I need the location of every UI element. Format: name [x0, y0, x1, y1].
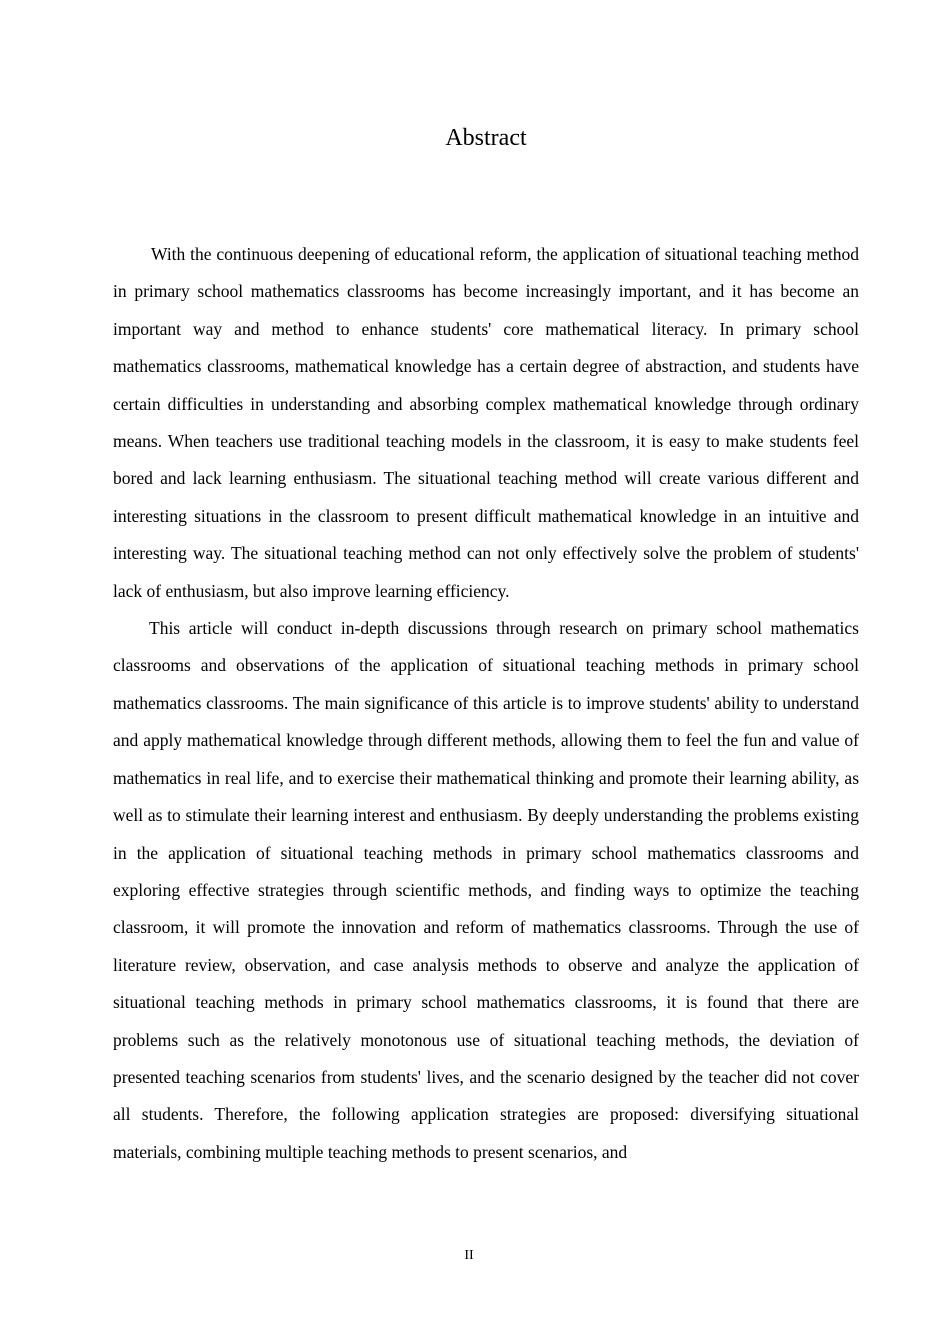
- abstract-body: [113, 236, 859, 1171]
- abstract-paragraph-1: With the continuous deepening of educational reform, the application of situational teaching method in primary school mathematics classrooms has become increasingly important, and it has become an important way and method to enhance students' core mathematical literacy. In primary school mathematics classrooms, mathematical knowledge has a certain degree of abstraction, and students have certain difficulties in understanding and absorbing complex mathematical knowledge through ordinary means. When teachers use traditional teaching models in the classroom, it is easy to make students feel bored and lack learning enthusiasm. The situational teaching method will create various different and interesting situations in the classroom to present difficult mathematical knowledge in an intuitive and interesting way. The situational teaching method can not only effectively solve the problem of students' lack of enthusiasm, but also improve learning efficiency.: [113, 244, 859, 601]
- page-title: Abstract: [445, 125, 527, 151]
- page-number: II: [464, 1248, 474, 1263]
- abstract-paragraph-2: This article will conduct in-depth discussions through research on primary school mathematics classrooms and observations of the application of situational teaching methods in primary school mathematics classrooms. The main significance of this article is to improve students' ability to understand and apply mathematical knowledge through different methods, allowing them to feel the fun and value of mathematics in real life, and to exercise their mathematical thinking and promote their learning ability, as well as to stimulate their learning interest and enthusiasm. By deeply understanding the problems existing in the application of situational teaching methods in primary school mathematics classrooms and exploring effective strategies through scientific methods, and finding ways to optimize the teaching classroom, it will promote the innovation and reform of mathematics classrooms. Through the use of literature review, observation, and case analysis methods to observe and analyze the application of situational teaching methods in primary school mathematics classrooms, it is found that there are problems such as the relatively monotonous use of situational teaching methods, the deviation of presented teaching scenarios from students' lives, and the scenario designed by the teacher did not cover all students. Therefore, the following application strategies are proposed: diversifying situational materials, combining multiple teaching methods to present scenarios, and: [113, 618, 859, 1162]
